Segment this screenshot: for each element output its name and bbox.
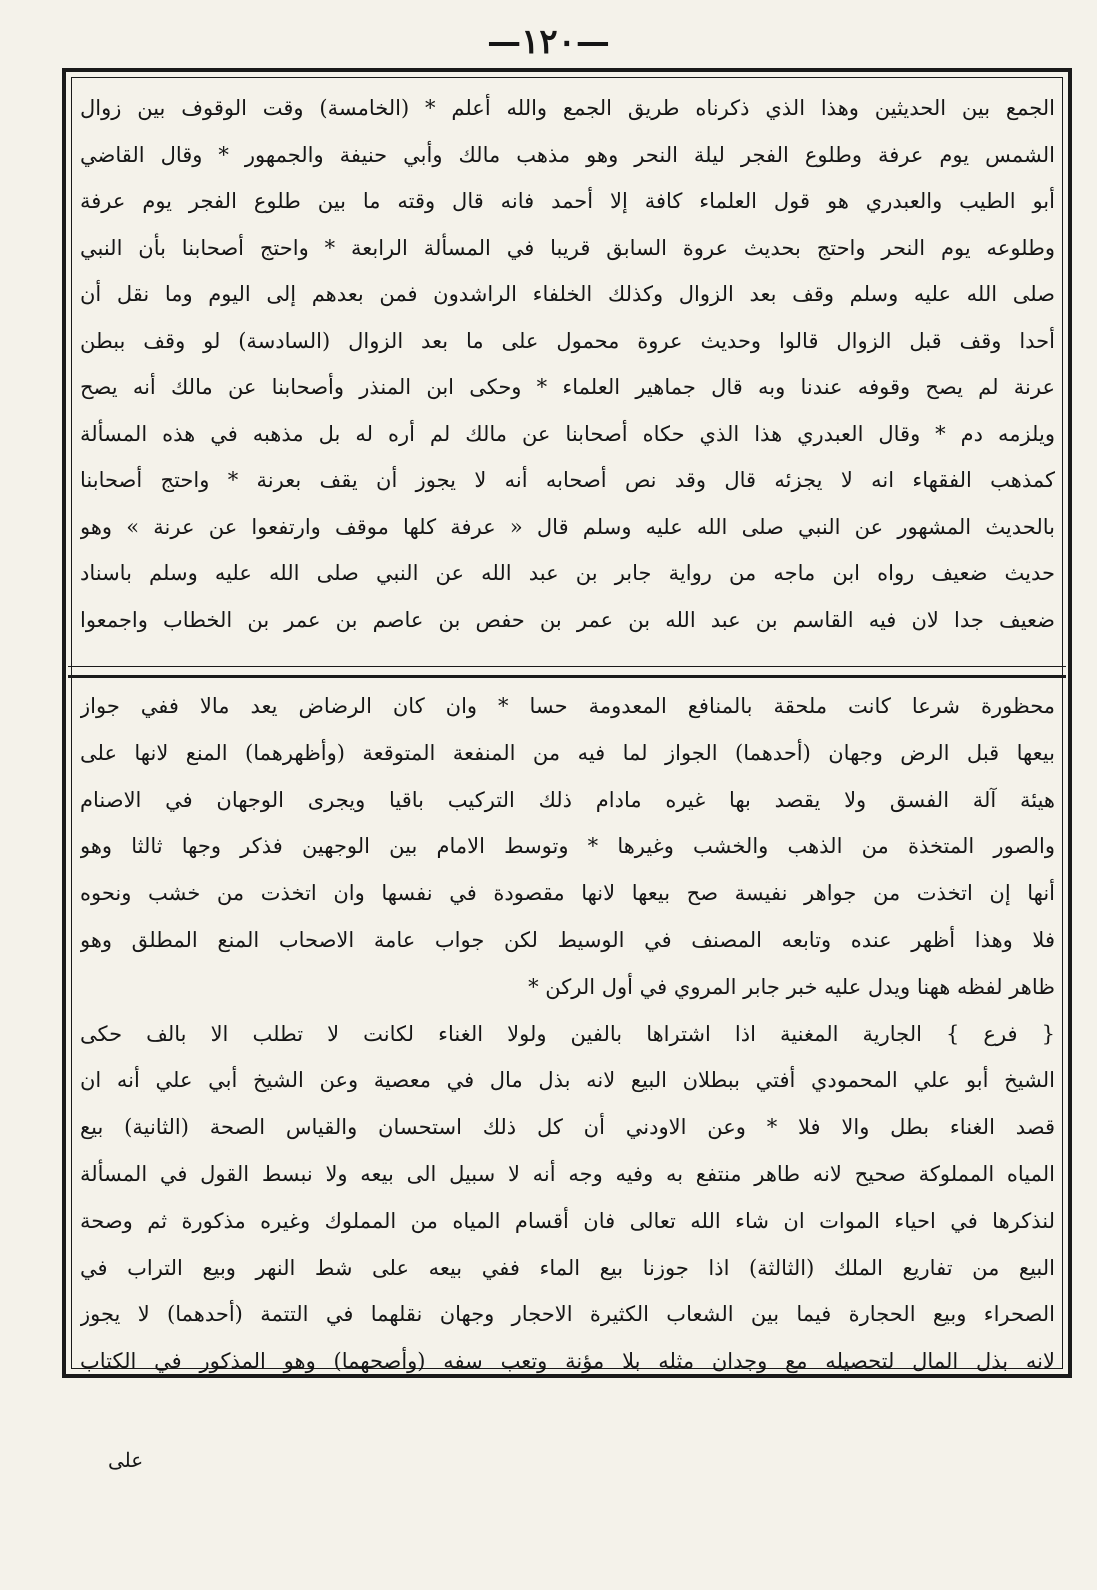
commentary-line: فلا وهذا أظهر عنده وتابعه المصنف في الوسيط لكن جواب عامة الاصحاب المنع المطلق وهو [80, 927, 1055, 952]
text-line: أحدا وقف قبل الزوال قالوا وحديث عروة محمول على ما بعد الزوال (السادسة) لو وقف ببطن [80, 328, 1055, 353]
commentary-line: محظورة شرعا كانت ملحقة بالمنافع المعدومة حسا * وان كان الرضاض يعد مالا ففي جواز [80, 694, 1055, 718]
text-line: وطلوعه يوم النحر واحتج بحديث عروة السابق قريبا في المسألة الرابعة * واحتج أصحابنا بأن النبي [80, 235, 1055, 260]
commentary-line: { فرع } الجارية المغنية اذا اشتراها بالفين ولولا الغناء لكانت لا تطلب الا بالف حكى [80, 1021, 1055, 1046]
commentary-line: لنذكرها في احياء الموات ان شاء الله تعالى فان أقسام المياه من المملوك وغيره مذكورة ثم وصحة [80, 1208, 1055, 1233]
text-line: كمذهب الفقهاء انه لا يجزئه قال وقد نص أصحابه أنه لا يجوز أن يقف بعرنة * واحتج أصحابنا [80, 468, 1055, 492]
text-line: الشمس يوم عرفة وطلوع الفجر ليلة النحر وهو مذهب مالك وأبي حنيفة والجمهور * وقال القاضي [80, 142, 1055, 167]
section-divider-thin [68, 666, 1066, 667]
commentary-line: المياه المملوكة صحيح لانه طاهر منتفع به وفيه وجه أنه لا سبيل الى بيعه ولا نبسط القول في المسألة [80, 1161, 1055, 1186]
commentary-line: بيعها قبل الرض وجهان (أحدهما) الجواز لما فيه من المنفعة المتوقعة (وأظهرهما) المنع لانها على [80, 740, 1055, 765]
commentary-line: الصحراء وبيع الحجارة فيما بين الشعاب الكثيرة الاحجار وجهان نقلهما في التتمة (أحدهما) لا يجوز [80, 1302, 1055, 1327]
text-line: حديث ضعيف رواه ابن ماجه من رواية جابر بن عبد الله عن النبي صلى الله عليه وسلم باسناد [80, 561, 1055, 585]
commentary-line: هيئة آلة الفسق ولا يقصد بها غيره مادام ذلك التركيب باقيا ويجرى الوجهان في الاصنام [80, 787, 1055, 812]
text-line: ويلزمه دم * وقال العبدري هذا الذي حكاه أصحابنا عن مالك لم أره له بل مذهبه في هذه المسألة [80, 421, 1055, 446]
section-divider-thick [68, 675, 1066, 678]
commentary-line: والصور المتخذة من الذهب والخشب وغيرها * وتوسط الامام بين الوجهين فذكر وجها ثالثا وهو [80, 834, 1055, 859]
text-line: الجمع بين الحديثين وهذا الذي ذكرناه طريق الجمع والله أعلم * (الخامسة) وقت الوقوف بين زوال [80, 96, 1055, 120]
commentary-line: لانه بذل المال لتحصيله مع وجدان مثله بلا مؤنة وتعب سفه (وأصحهما) وهو المذكور في الكتاب [80, 1349, 1055, 1374]
text-line: أبو الطيب والعبدري هو قول العلماء كافة إلا أحمد فانه قال وقته ما بين طلوع الفجر يوم عرفة [80, 189, 1055, 213]
text-line: ضعيف جدا لان فيه القاسم بن عبد الله بن عمر بن حفص بن عاصم بن عمر بن الخطاب واجمعوا [80, 607, 1055, 632]
text-line: عرنة لم يصح وقوفه عندنا وبه قال جماهير العلماء * وحكى ابن المنذر وأصحابنا عن مالك أنه يصح [80, 375, 1055, 399]
commentary-line: البيع من تفاريع الملك (الثالثة) اذا جوزنا بيع الماء ففي بيعه على شط النهر وبيع التراب في [80, 1255, 1055, 1280]
commentary-line: أنها إن اتخذت من جواهر نفيسة صح بيعها لانها مقصودة في نفسها وان اتخذت من خشب ونحوه [80, 881, 1055, 906]
catchword: على [108, 1448, 144, 1472]
text-line: بالحديث المشهور عن النبي صلى الله عليه وسلم قال « عرفة كلها موقف وارتفعوا عن عرنة » وهو [80, 514, 1055, 539]
page-number: —١٢٠— [487, 22, 610, 62]
commentary-text [80, 683, 1055, 1385]
commentary-line: الشيخ أبو علي المحمودي أفتي ببطلان البيع لانه بذل مال في معصية وعن الشيخ أبي علي أنه ان [80, 1068, 1055, 1093]
commentary-line: قصد الغناء بطل والا فلا * وعن الاودني أن كل ذلك استحسان والقياس الصحة (الثانية) بيع [80, 1115, 1055, 1140]
text-line: صلى الله عليه وسلم وقف بعد الزوال وكذلك الخلفاء الراشدون فمن بعدهم إلى اليوم وما نقل أن [80, 282, 1055, 306]
main-text [80, 85, 1055, 643]
commentary-line: ظاهر لفظه ههنا ويدل عليه خبر جابر المروي في أول الركن * [528, 974, 1055, 999]
